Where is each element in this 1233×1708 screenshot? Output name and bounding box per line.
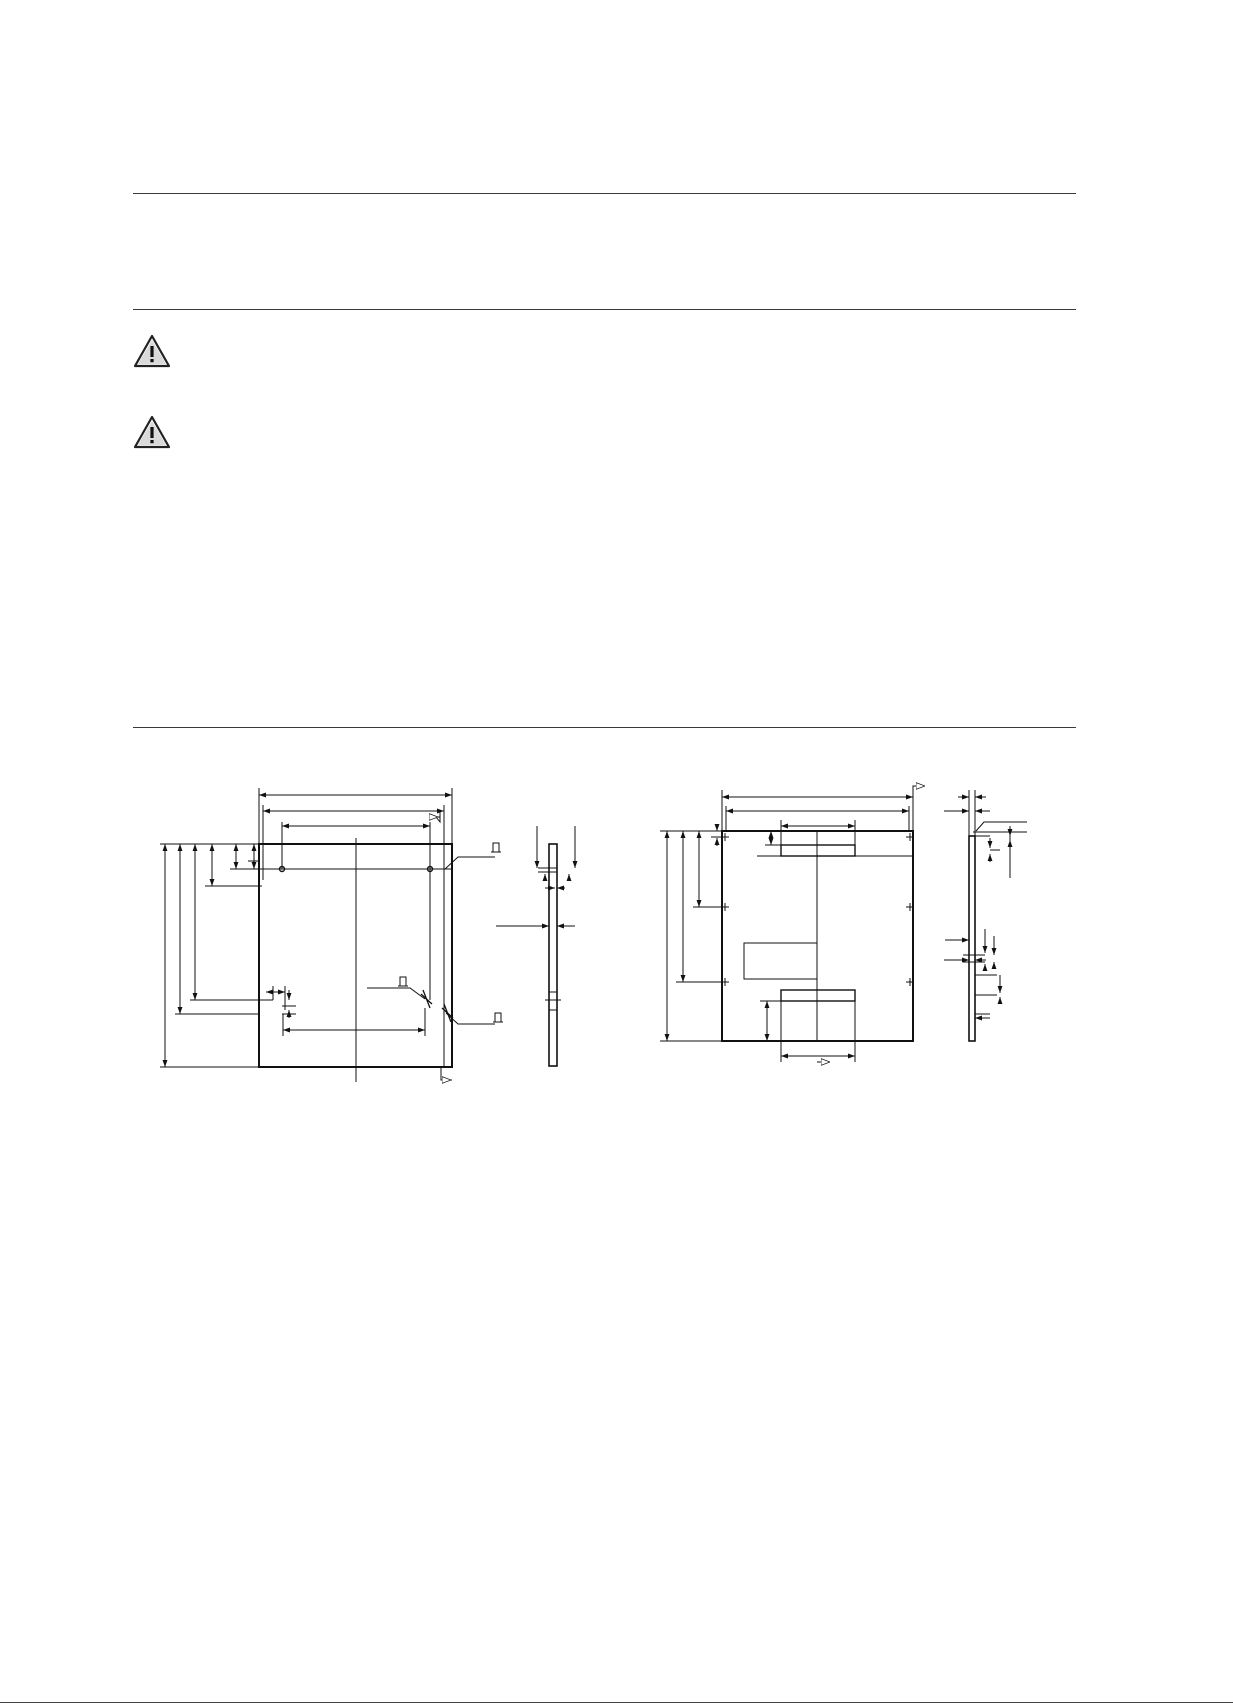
left-panel-front-view xyxy=(160,788,495,1082)
right-panel-front-view xyxy=(660,786,925,1062)
right-panel-side-view xyxy=(944,790,1027,1041)
screw-icon xyxy=(491,843,501,852)
screw-icon xyxy=(493,1013,503,1022)
left-panel-side-view xyxy=(496,826,575,1066)
screw-icon xyxy=(398,977,408,986)
